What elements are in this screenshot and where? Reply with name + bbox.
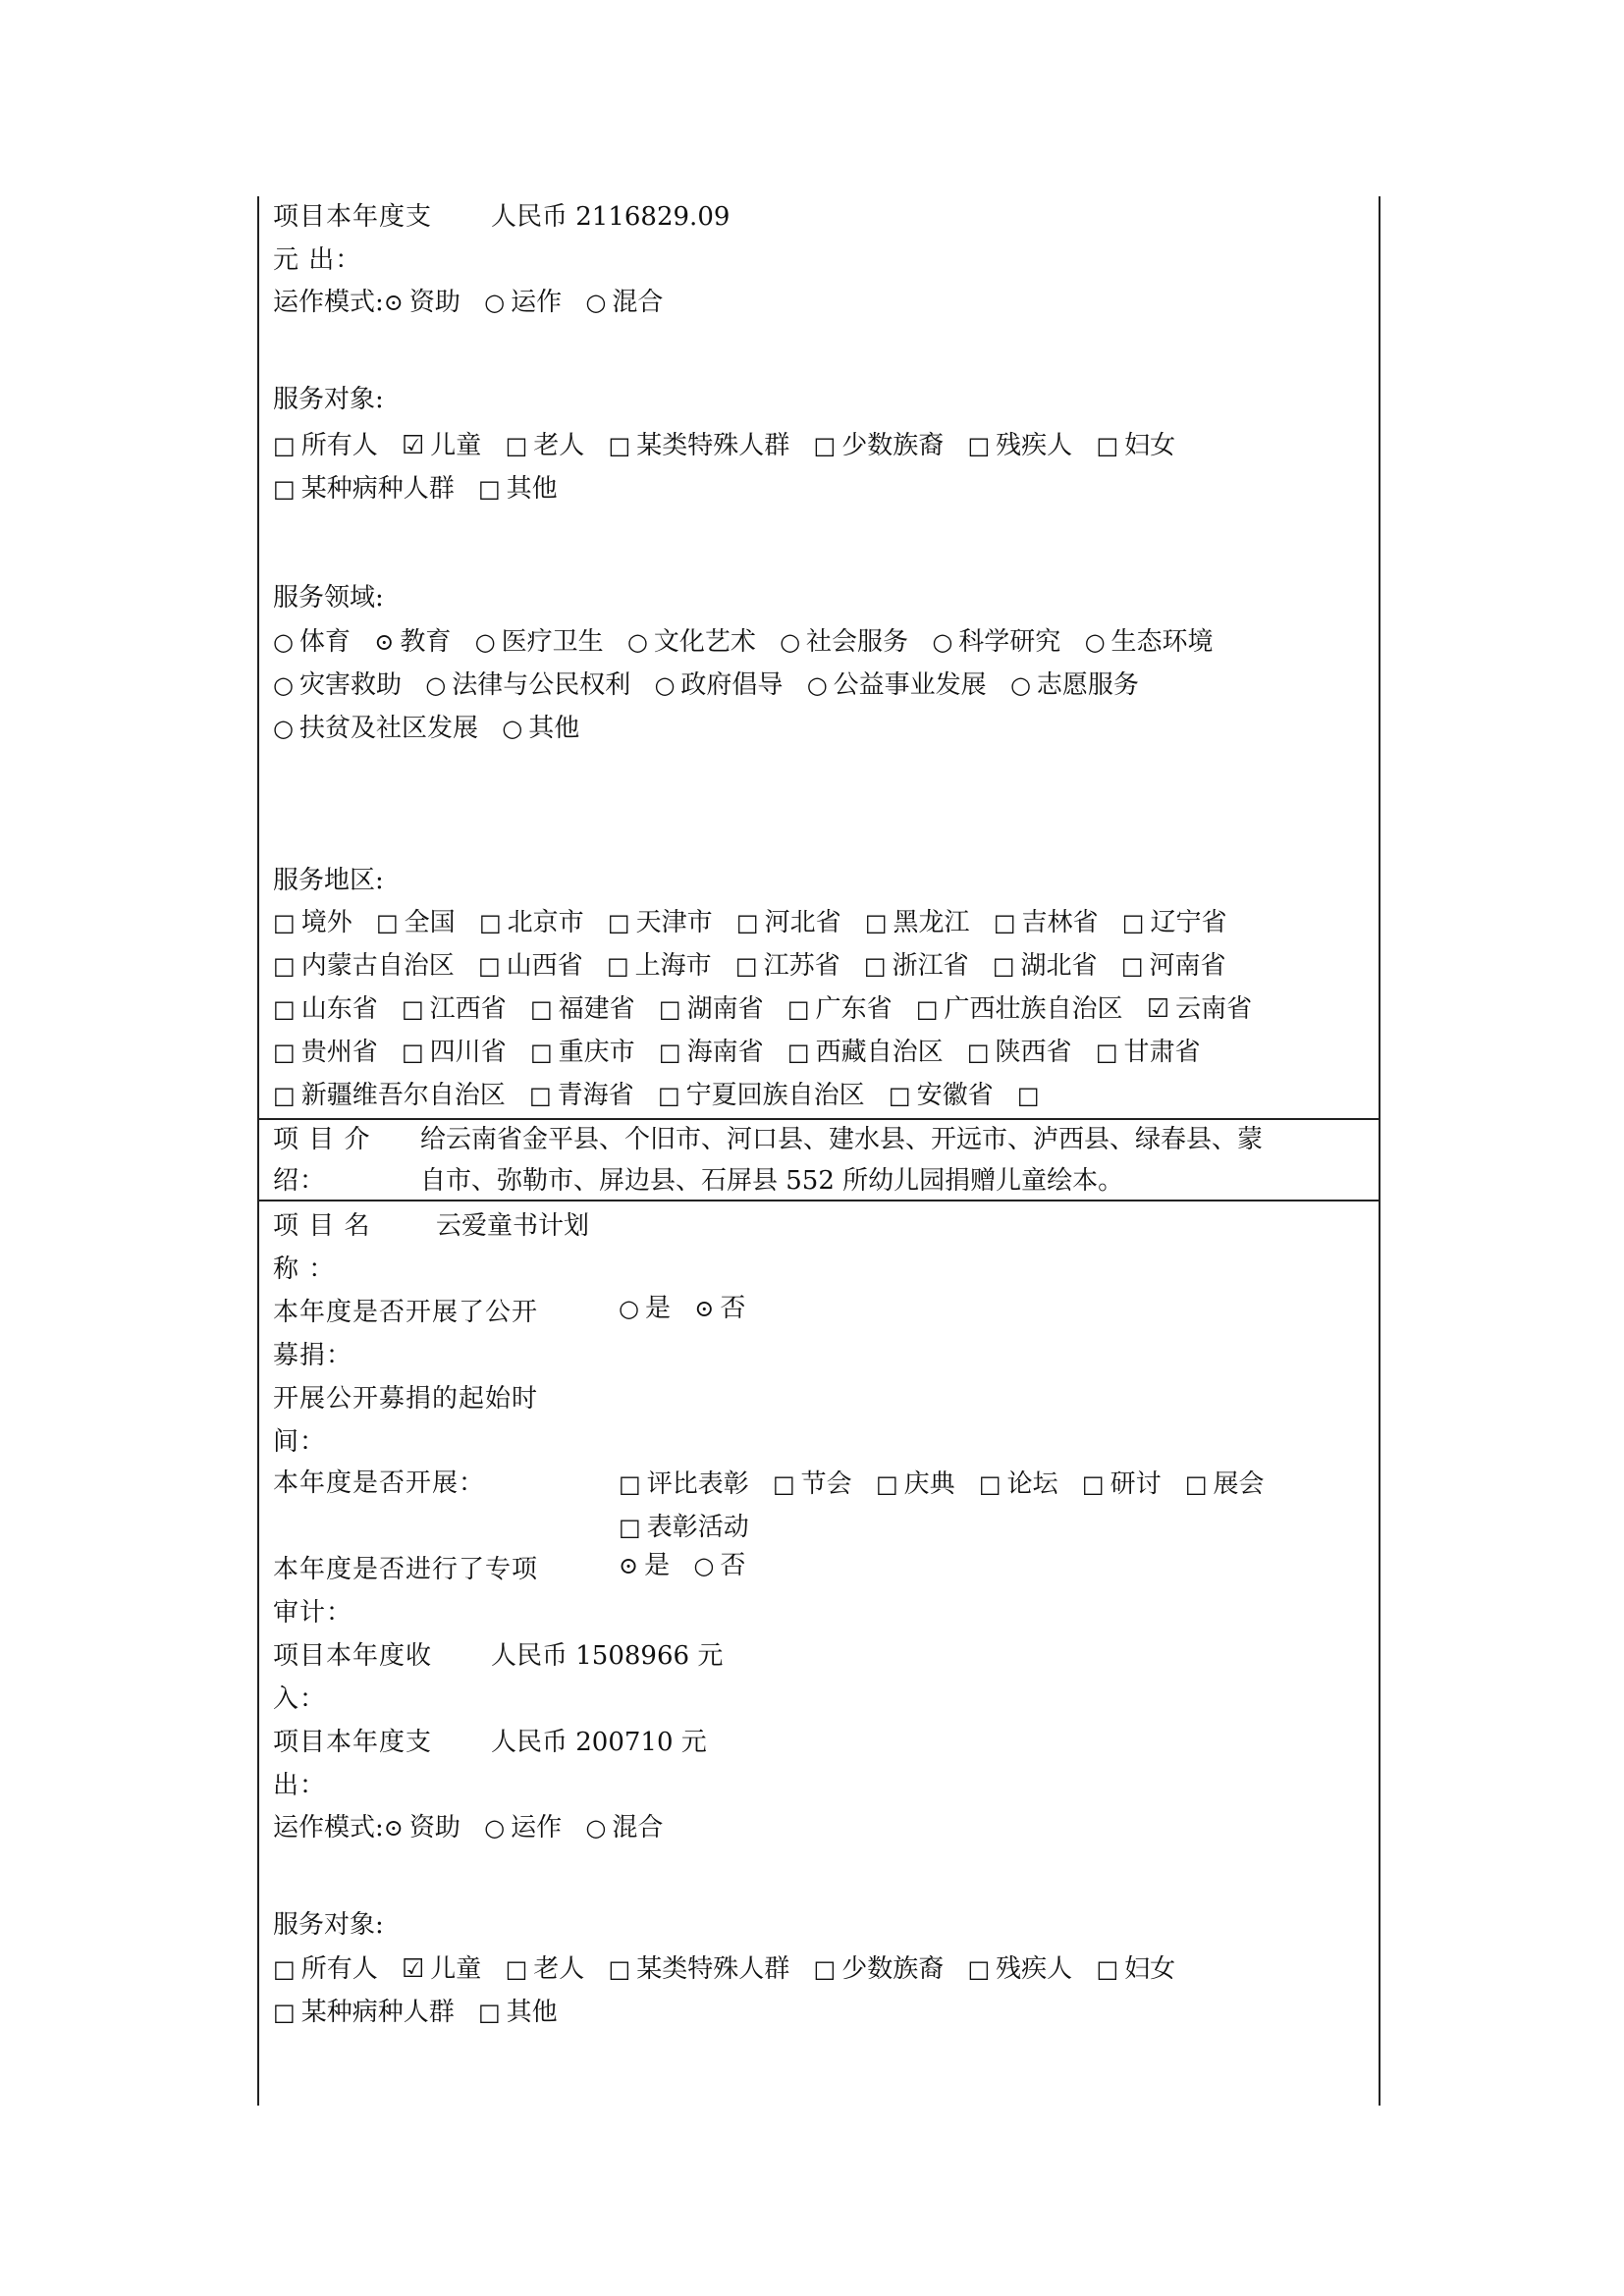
mode2-option[interactable] [585,1813,663,1842]
radio-empty-icon[interactable]: ○ [273,671,294,699]
region-option-label: 宁夏回族自治区 [685,1081,865,1110]
field-option-label: 社会服务 [806,627,909,657]
region-option[interactable] [967,1038,1072,1067]
field-option-label: 文化艺术 [653,627,756,657]
region-option-label: 四川省 [429,1038,507,1067]
service-field-label: 服务领域: [273,583,384,613]
field-option[interactable] [502,714,579,743]
public-option-label: 是 [644,1294,671,1323]
radio-empty-icon[interactable]: ○ [654,671,676,699]
target2-option-label: 儿童 [430,1954,482,1984]
public-option[interactable] [694,1294,745,1323]
target2-option[interactable] [402,1954,481,1984]
region-option[interactable] [529,1081,634,1110]
fundraising-start-label-cont: 间： [273,1427,327,1457]
service-field-options [273,620,1363,750]
checkbox-empty-icon[interactable]: □ [735,909,759,936]
checkbox-empty-icon[interactable]: □ [478,909,502,936]
mode2-option-label: 运作 [511,1813,563,1842]
target-option-label: 残疾人 [996,431,1073,460]
field-option-label: 政府倡导 [680,670,784,700]
income-label: 项目本年度收 [273,1641,433,1671]
target2-option-label: 某种病种人群 [300,1998,455,2027]
region-option[interactable] [916,994,1123,1024]
region-option[interactable] [376,908,456,937]
public-fundraising-label-cont: 募捐： [273,1341,353,1370]
target2-option[interactable] [273,1998,455,2027]
activity-option[interactable] [1185,1469,1265,1499]
region-option[interactable] [864,951,969,981]
checkbox-empty-icon[interactable]: □ [273,475,296,503]
field-option[interactable] [273,714,478,743]
income-label-cont: 入： [273,1684,327,1714]
intro-text-line1: 给云南省金平县、个旧市、河口县、建水县、开远市、泸西县、绿春县、蒙 [420,1125,1264,1154]
radio-empty-icon[interactable]: ○ [585,289,607,316]
mode-option[interactable] [384,288,460,317]
public-fundraising-label: 本年度是否开展了公开 [273,1298,539,1327]
target-option[interactable] [273,474,455,504]
checkbox-empty-icon[interactable]: □ [992,952,1015,980]
service-target-label: 服务对象: [273,385,384,414]
mode2-label: 运作模式: [273,1813,384,1842]
region-option-label: 甘肃省 [1123,1038,1201,1067]
checkbox-empty-icon[interactable]: □ [772,1470,795,1498]
region-option-label: 新疆维吾尔自治区 [300,1081,506,1110]
field-option[interactable] [475,627,604,657]
mode-label: 运作模式: [273,288,384,317]
region-option[interactable] [273,1038,378,1067]
service-region-label: 服务地区: [273,866,384,895]
target-option-label: 少数族裔 [841,431,945,460]
checkbox-empty-icon[interactable]: □ [1121,909,1145,936]
checkbox-empty-icon[interactable]: □ [813,1955,837,1983]
field-option-label: 体育 [298,627,351,657]
checkbox-empty-icon[interactable]: □ [273,909,296,936]
mode-option-label: 运作 [511,288,563,317]
field-option-label: 法律与公民权利 [452,670,631,700]
checkbox-empty-icon[interactable]: □ [657,1082,680,1109]
checkbox-empty-icon[interactable]: □ [658,995,681,1023]
target-option[interactable] [506,431,585,460]
target2-option[interactable] [967,1954,1072,1984]
region-option-label: 全国 [404,908,456,937]
public-option-label: 否 [720,1294,746,1323]
target2-option-label: 所有人 [300,1954,378,1984]
region-option[interactable] [273,951,455,981]
expense-label-cont: 元 出： [273,245,362,275]
checkbox-empty-icon[interactable]: □ [1120,952,1144,980]
region-option[interactable] [478,951,583,981]
checkbox-empty-icon[interactable]: □ [273,1039,296,1066]
target2-option-label: 妇女 [1124,1954,1176,1984]
activities-options [619,1463,1365,1549]
checkbox-empty-icon[interactable]: □ [619,1514,641,1541]
mode-option-label: 混合 [612,288,664,317]
region-option[interactable] [273,1081,506,1110]
field-option[interactable] [627,627,756,657]
checkbox-empty-icon[interactable]: □ [375,909,399,936]
activity-option[interactable] [979,1469,1058,1499]
field-option-label: 教育 [400,627,452,657]
field-option[interactable] [932,627,1060,657]
region-option[interactable] [1122,908,1227,937]
service-target2-options [273,1948,1363,2034]
region-option-label: 贵州省 [300,1038,378,1067]
checkbox-empty-icon[interactable]: □ [401,1039,424,1066]
target2-option[interactable] [506,1954,585,1984]
region-option-label: 浙江省 [892,951,969,981]
mode2-row [273,1806,1363,1849]
checkbox-empty-icon[interactable]: □ [477,952,501,980]
region-option-label: 辽宁省 [1150,908,1227,937]
mode-row [273,281,1363,324]
income-value: 人民币 1508966 元 [491,1641,724,1671]
region-option-label: 山西省 [506,951,583,981]
radio-empty-icon[interactable]: ○ [806,671,828,699]
radio-empty-icon[interactable]: ○ [585,1814,607,1842]
checkbox-empty-icon[interactable]: □ [734,952,758,980]
checkbox-empty-icon[interactable]: □ [888,1082,911,1109]
region-option-label: 广西壮族自治区 [944,994,1123,1024]
region-option-label: 云南省 [1175,994,1253,1024]
radio-empty-icon[interactable]: ○ [502,715,523,742]
radio-selected-icon[interactable]: ⊙ [619,1552,639,1579]
field-option[interactable] [807,670,987,700]
checkbox-empty-icon[interactable]: □ [477,475,501,503]
target2-option-label: 某类特殊人群 [636,1954,790,1984]
radio-empty-icon[interactable]: ○ [425,671,447,699]
expense-label: 项目本年度支 [273,202,433,232]
region-option[interactable] [402,994,507,1024]
field-option-label: 灾害救助 [298,670,402,700]
checkbox-empty-icon[interactable]: □ [505,1955,528,1983]
radio-empty-icon[interactable]: ○ [484,289,506,316]
activity-option[interactable] [876,1469,955,1499]
checkbox-empty-icon[interactable]: □ [608,1955,631,1983]
radio-empty-icon[interactable]: ○ [1009,671,1031,699]
checkbox-empty-icon[interactable]: □ [966,1039,990,1066]
target-option-label: 老人 [533,431,585,460]
service-region-options [273,901,1363,1117]
region-option[interactable] [865,908,970,937]
region-option[interactable] [787,994,893,1024]
region-option[interactable] [787,1038,944,1067]
radio-empty-icon[interactable]: ○ [273,715,294,742]
region-option[interactable] [889,1081,994,1110]
audit-option-label: 否 [720,1551,746,1580]
radio-empty-icon[interactable]: ○ [1084,628,1106,656]
intro-label: 项 目 介 [273,1125,371,1154]
checkbox-empty-icon[interactable]: □ [978,1470,1001,1498]
public-option[interactable] [619,1294,671,1323]
target-option[interactable] [273,431,378,460]
mode2-option-label: 资助 [408,1813,460,1842]
checkbox-empty-icon[interactable]: □ [401,995,424,1023]
audit-option-label: 是 [644,1551,671,1580]
field-option[interactable] [273,670,402,700]
checkbox-checked-icon[interactable]: ☑ [401,431,425,460]
radio-selected-icon[interactable]: ⊙ [694,1295,715,1322]
region-option-label: 上海市 [634,951,712,981]
region-option[interactable] [1121,951,1226,981]
mode-option[interactable] [585,288,663,317]
region-option[interactable] [993,951,1098,981]
checkbox-empty-icon[interactable]: □ [607,909,630,936]
radio-empty-icon[interactable]: ○ [693,1552,715,1579]
activity-option-label: 评比表彰 [646,1469,749,1499]
radio-empty-icon[interactable]: ○ [273,628,294,656]
field-option[interactable] [780,627,908,657]
expense2-label: 项目本年度支 [273,1728,433,1757]
checkbox-checked-icon[interactable]: ☑ [1146,994,1170,1024]
region-option[interactable] [736,908,841,937]
expense-value: 人民币 2116829.09 [491,202,731,232]
region-option-label: 湖南省 [686,994,764,1024]
radio-empty-icon[interactable]: ○ [619,1295,639,1322]
project-name-label-cont: 称 ： [273,1255,336,1284]
region-option-label: 湖北省 [1020,951,1098,981]
checkbox-empty-icon[interactable]: □ [813,432,837,459]
radio-selected-icon[interactable]: ⊙ [383,1814,404,1842]
radio-empty-icon[interactable]: ○ [484,1814,506,1842]
mode-option-label: 资助 [408,288,460,317]
activity-option[interactable] [619,1469,749,1499]
activity-option-label: 表彰活动 [646,1513,749,1542]
activity-option-label: 研讨 [1110,1469,1162,1499]
target2-option-label: 残疾人 [996,1954,1073,1984]
checkbox-empty-icon[interactable]: □ [1081,1470,1105,1498]
target-option-label: 所有人 [300,431,378,460]
activities-label: 本年度是否开展： [273,1468,486,1498]
region-option[interactable] [1147,994,1252,1024]
field-option-label: 公益事业发展 [833,670,987,700]
target-option-label: 某种病种人群 [300,474,455,504]
field-option-label: 医疗卫生 [501,627,604,657]
target-option-label: 某类特殊人群 [636,431,790,460]
region-option[interactable] [735,951,840,981]
target2-option[interactable] [478,1998,558,2027]
checkbox-empty-icon[interactable]: □ [273,995,296,1023]
checkbox-empty-icon[interactable]: □ [619,1470,641,1498]
activity-option-label: 节会 [800,1469,852,1499]
radio-empty-icon[interactable]: ○ [932,628,953,656]
checkbox-empty-icon[interactable]: □ [864,909,888,936]
region-option[interactable] [658,1081,865,1110]
region-option[interactable] [479,908,584,937]
target2-option[interactable] [609,1954,790,1984]
activity-option-label: 庆典 [903,1469,955,1499]
field-option-label: 志愿服务 [1036,670,1139,700]
region-option-label: 境外 [300,908,352,937]
expense2-label-cont: 出： [273,1771,327,1800]
mode2-options [384,1813,679,1842]
region-option[interactable] [273,908,352,937]
checkbox-empty-icon[interactable]: □ [273,1082,296,1109]
activity-option-label: 论坛 [1006,1469,1058,1499]
target-option-label: 妇女 [1124,431,1176,460]
row-divider-intro-bottom [257,1200,1380,1201]
checkbox-empty-icon[interactable]: □ [273,1999,296,2026]
radio-selected-icon[interactable]: ⊙ [374,628,395,656]
region-option[interactable] [659,994,764,1024]
radio-selected-icon[interactable]: ⊙ [383,289,404,316]
radio-empty-icon[interactable]: ○ [780,628,801,656]
checkbox-empty-icon[interactable]: □ [505,432,528,459]
region-option-label: 福建省 [558,994,635,1024]
project-name-value: 云爱童书计划 [436,1211,590,1241]
region-option[interactable] [402,1038,507,1067]
checkbox-empty-icon[interactable]: □ [863,952,887,980]
region-option[interactable] [1096,1038,1201,1067]
region-option[interactable] [607,951,712,981]
field-option[interactable] [425,670,630,700]
target2-option[interactable] [273,1954,378,1984]
region-option-label: 吉林省 [1021,908,1099,937]
checkbox-empty-icon[interactable]: □ [477,1999,501,2026]
checkbox-empty-icon[interactable]: □ [529,995,553,1023]
field-option[interactable] [374,627,451,657]
checkbox-empty-icon[interactable]: □ [606,952,629,980]
mode2-option[interactable] [384,1813,460,1842]
checkbox-empty-icon[interactable]: □ [273,1955,296,1983]
service-target2-label: 服务对象: [273,1910,384,1940]
checkbox-empty-icon[interactable]: □ [915,995,939,1023]
checkbox-empty-icon[interactable]: □ [993,909,1016,936]
row-divider-intro-top [257,1118,1380,1120]
field-option-label: 科学研究 [958,627,1061,657]
checkbox-empty-icon[interactable]: □ [1096,432,1119,459]
checkbox-empty-icon[interactable]: □ [273,952,296,980]
checkbox-empty-icon[interactable]: □ [1096,1955,1119,1983]
field-option[interactable] [1010,670,1139,700]
region-option-label: 江苏省 [763,951,840,981]
checkbox-empty-icon[interactable]: □ [1016,1082,1040,1109]
region-option-label: 海南省 [686,1038,764,1067]
region-option[interactable] [530,994,635,1024]
checkbox-empty-icon[interactable]: □ [786,995,810,1023]
expense2-value: 人民币 200710 元 [491,1728,707,1757]
checkbox-empty-icon[interactable]: □ [528,1082,552,1109]
target2-option-label: 老人 [533,1954,585,1984]
field-option-label: 其他 [528,714,580,743]
region-option-label: 河北省 [764,908,841,937]
checkbox-empty-icon[interactable]: □ [967,1955,991,1983]
activity-option[interactable] [619,1513,749,1542]
intro-label-cont: 绍： [273,1166,327,1196]
audit-option[interactable] [619,1551,670,1580]
region-option-label: 重庆市 [558,1038,635,1067]
region-option-label: 黑龙江 [893,908,970,937]
region-option-label: 天津市 [635,908,713,937]
target-option[interactable] [478,474,558,504]
target-option-label: 其他 [506,474,558,504]
target-option[interactable] [814,431,945,460]
region-option-label: 江西省 [429,994,507,1024]
region-option[interactable] [608,908,713,937]
region-option[interactable] [1017,1081,1046,1110]
target-option[interactable] [967,431,1072,460]
region-option-label: 青海省 [557,1081,634,1110]
target2-option-label: 少数族裔 [841,1954,945,1984]
checkbox-empty-icon[interactable]: □ [967,432,991,459]
field-option-label: 扶贫及社区发展 [298,714,478,743]
radio-empty-icon[interactable]: ○ [474,628,496,656]
region-option-label: 山东省 [300,994,378,1024]
checkbox-empty-icon[interactable]: □ [529,1039,553,1066]
mode2-option-label: 混合 [612,1813,664,1842]
public-fundraising-options [619,1294,761,1323]
checkbox-checked-icon[interactable]: ☑ [401,1954,425,1984]
mode-options [384,288,679,317]
activity-option-label: 展会 [1213,1469,1265,1499]
special-audit-label: 本年度是否进行了专项 [273,1555,539,1584]
region-option[interactable] [659,1038,764,1067]
service-target-options [273,424,1363,510]
checkbox-empty-icon[interactable]: □ [658,1039,681,1066]
region-option-label: 安徽省 [916,1081,994,1110]
target-option-label: 儿童 [430,431,482,460]
fundraising-start-label: 开展公开募捐的起始时 [273,1384,539,1414]
region-option[interactable] [273,994,378,1024]
special-audit-options [619,1551,761,1580]
region-option-label: 西藏自治区 [815,1038,944,1067]
special-audit-label-cont: 审计： [273,1598,353,1628]
mode2-option[interactable] [484,1813,562,1842]
target2-option[interactable] [814,1954,945,1984]
checkbox-empty-icon[interactable]: □ [786,1039,810,1066]
region-option[interactable] [994,908,1099,937]
activity-option[interactable] [773,1469,852,1499]
region-option-label: 河南省 [1149,951,1226,981]
intro-text-line2: 自市、弥勒市、屏边县、石屏县 552 所幼儿园捐赠儿童绘本。 [420,1166,1124,1196]
target2-option[interactable] [1096,1954,1175,1984]
target-option[interactable] [1096,431,1175,460]
checkbox-empty-icon[interactable]: □ [875,1470,898,1498]
field-option[interactable] [1085,627,1214,657]
region-option-label: 北京市 [507,908,584,937]
region-option-label: 陕西省 [995,1038,1072,1067]
field-option[interactable] [273,627,351,657]
field-option-label: 生态环境 [1110,627,1214,657]
checkbox-empty-icon[interactable]: □ [1184,1470,1208,1498]
checkbox-empty-icon[interactable]: □ [1095,1039,1118,1066]
region-option-label: 广东省 [815,994,893,1024]
region-option-label: 内蒙古自治区 [300,951,455,981]
radio-empty-icon[interactable]: ○ [626,628,648,656]
target-option[interactable] [402,431,481,460]
checkbox-empty-icon[interactable]: □ [273,432,296,459]
region-option[interactable] [530,1038,635,1067]
audit-option[interactable] [693,1551,745,1580]
target2-option-label: 其他 [506,1998,558,2027]
field-option[interactable] [654,670,783,700]
target-option[interactable] [609,431,790,460]
mode-option[interactable] [484,288,562,317]
checkbox-empty-icon[interactable]: □ [608,432,631,459]
project-name-label: 项 目 名 [273,1211,371,1241]
activity-option[interactable] [1082,1469,1162,1499]
